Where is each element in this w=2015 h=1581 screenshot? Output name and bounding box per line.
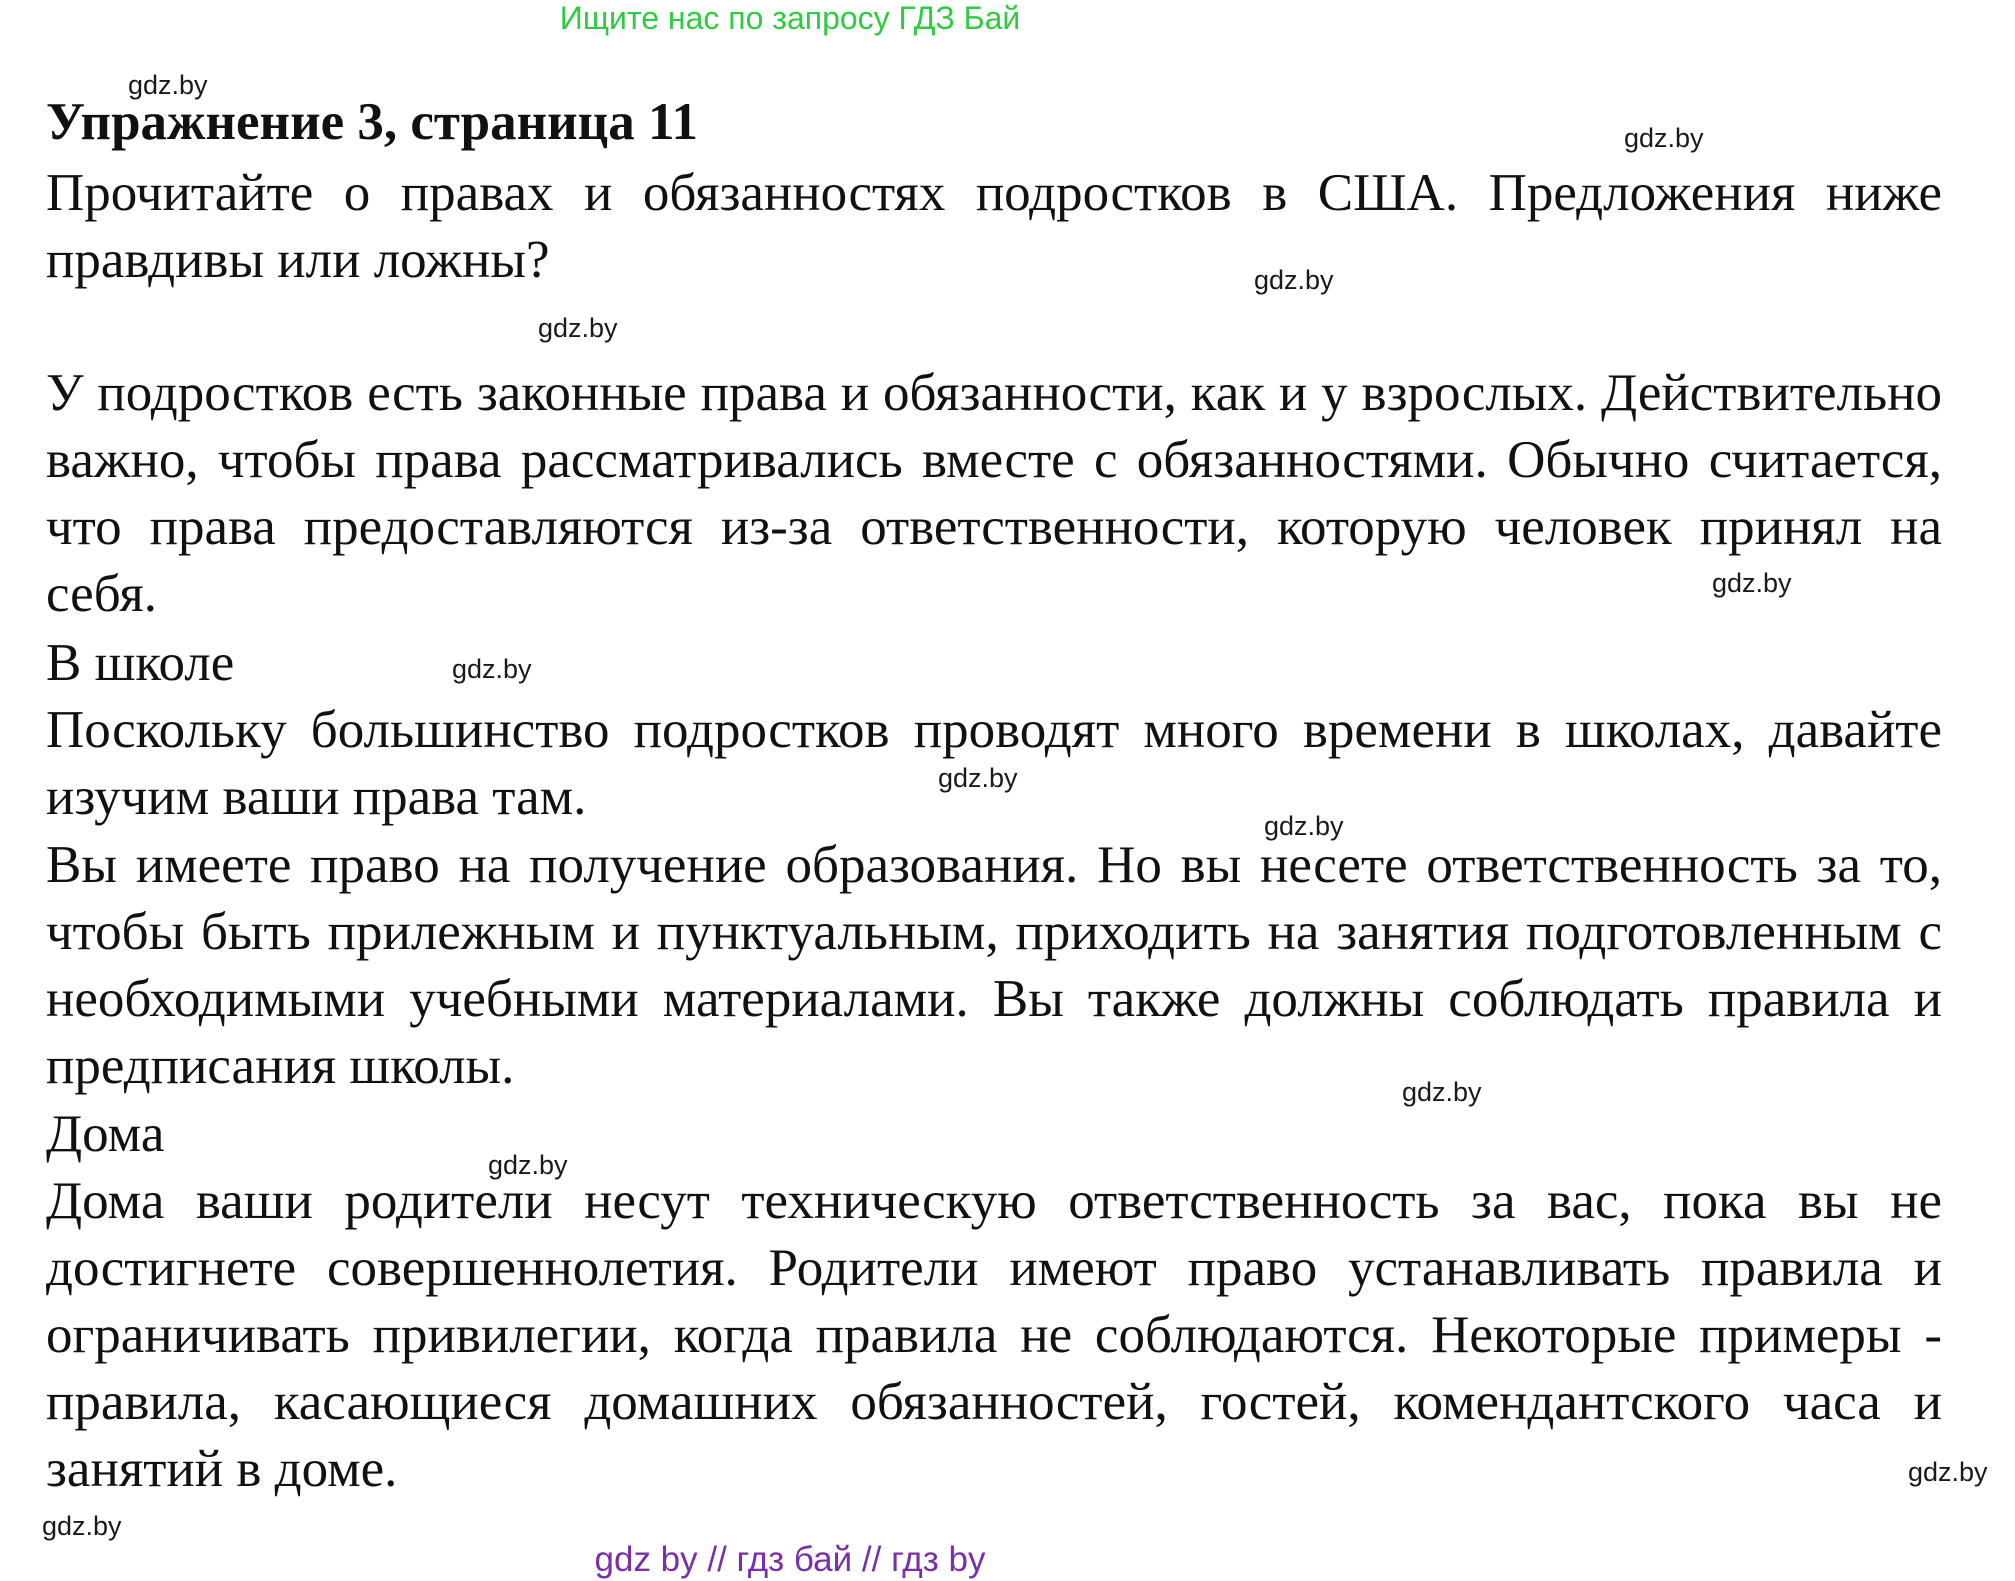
school-paragraph-1: Поскольку большинство подростков проводят много времени в школах, давайте изучим ваши права там. xyxy=(46,701,1942,826)
watermark: gdz.by xyxy=(1264,811,1344,841)
intro-paragraph: У подростков есть законные права и обязанности, как и у взрослых. Действительно важно, чтобы права рассматривались вместе с обязанностями. Обычно считается, что права предоставляются из-за ответственности, которую человек принял на себя. xyxy=(46,364,1942,623)
watermark: gdz.by xyxy=(1624,123,1704,153)
watermark: gdz.by xyxy=(128,70,208,100)
watermark: gdz.by xyxy=(488,1150,568,1180)
watermark: gdz.by xyxy=(538,313,618,343)
watermark: gdz.by xyxy=(1254,265,1334,295)
instruction-paragraph: Прочитайте о правах и обязанностях подростков в США. Предложения ниже правдивы или ложны? xyxy=(46,164,1942,289)
watermark: gdz.by xyxy=(1908,1457,1988,1487)
watermark: gdz.by xyxy=(42,1511,122,1541)
home-paragraph: Дома ваши родители несут техническую ответственность за вас, пока вы не достигнете совершеннолетия. Родители имеют право устанавливать правила и ограничивать привилегии, когда правила не соблюдаются. Некоторые примеры - правила, касающиеся домашних обязанностей, гостей, комендантского часа и занятий в доме. xyxy=(46,1172,1942,1498)
footer-links: gdz by // гдз бай // гдз by xyxy=(594,1540,986,1579)
school-paragraph-2: Вы имеете право на получение образования. Но вы несете ответственность за то, чтобы быть прилежным и пунктуальным, приходить на занятия подготовленным с необходимыми учебными материалами. Вы также должны соблюдать правила и предписания школы. xyxy=(46,836,1942,1095)
school-heading: В школе xyxy=(46,634,235,692)
watermark: gdz.by xyxy=(1712,568,1792,598)
top-banner: Ищите нас по запросу ГДЗ Бай xyxy=(559,0,1021,36)
watermark: gdz.by xyxy=(1402,1077,1482,1107)
page-title: Упражнение 3, страница 11 xyxy=(46,93,699,151)
home-heading: Дома xyxy=(46,1105,165,1163)
watermark: gdz.by xyxy=(938,763,1018,793)
watermark: gdz.by xyxy=(452,654,532,684)
